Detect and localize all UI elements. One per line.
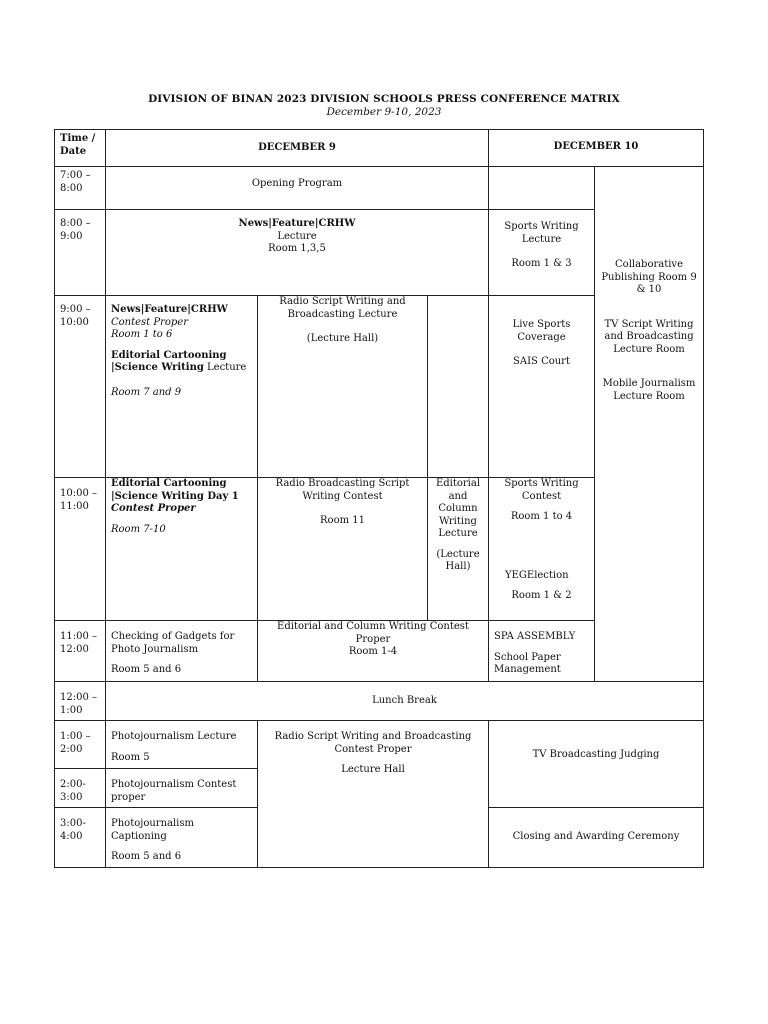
yeg-election-rooms: Room 1 & 2 — [511, 590, 572, 601]
photojournalism-captioning-rooms: Room 5 and 6 — [111, 851, 182, 862]
editorial-column-lecture-cell — [428, 478, 489, 621]
photojournalism-lecture-room: Room 5 — [111, 751, 150, 763]
sports-contest-rooms: Room 1 to 4 — [510, 511, 573, 522]
spa-assembly-cell — [489, 621, 595, 682]
contest-proper-label: Contest Proper — [111, 316, 189, 328]
editorial-column-lecture-hall: (Lecture Hall) — [436, 548, 480, 572]
time-0700: 7:00 – 8:00 — [55, 167, 106, 210]
editorial-cartooning-lecture: Editorial Cartooning |Science Writing Lecture — [111, 349, 247, 373]
sais-court: SAIS Court — [513, 356, 570, 367]
radio-broadcasting-contest: Radio Broadcasting Script Writing Contest — [275, 478, 410, 502]
radio-script-lecture: Radio Script Writing and Broadcasting Lecture — [279, 296, 406, 320]
photojournalism-contest-cell: Photojournalism Contest proper — [106, 769, 258, 808]
radio-script-contest: Radio Script Writing and Broadcasting Contest Proper — [274, 731, 472, 755]
header-december-9: DECEMBER 9 — [106, 130, 489, 167]
editorial-column-lecture: Editorial and Column Writing Lecture — [435, 478, 481, 539]
news-feature-contest-cell — [106, 296, 258, 478]
sports-writing-lecture: Sports Writing Lecture — [504, 221, 579, 245]
time-0300: 3:00- 4:00 — [55, 808, 106, 868]
photojournalism-captioning-cell — [106, 808, 258, 868]
radio-broadcasting-contest-cell — [258, 478, 428, 621]
school-paper-management: School Paper Management — [494, 651, 561, 675]
tv-script-writing: TV Script Writing and Broadcasting Lecture Room — [604, 318, 694, 355]
lunch-break-cell: Lunch Break — [106, 682, 704, 721]
photojournalism-lecture: Photojournalism Lecture — [111, 731, 237, 742]
opening-program-cell: Opening Program — [106, 167, 489, 210]
closing-ceremony-cell: Closing and Awarding Ceremony — [489, 808, 704, 868]
news-feature-title: News|Feature|CRHW — [238, 218, 356, 229]
editorial-column-contest-rooms: Room 1-4 — [348, 646, 398, 657]
time-1200: 12:00 – 1:00 — [55, 682, 106, 721]
header-december-10: DECEMBER 10 — [489, 130, 704, 167]
radio-script-lecture-cell — [258, 296, 428, 478]
checking-gadgets-cell — [106, 621, 258, 682]
row-0100 — [55, 721, 704, 769]
schedule-matrix — [54, 129, 704, 868]
news-feature-contest-title: News|Feature|CRHW — [111, 304, 228, 315]
editorial-cartooning-contest-cell — [106, 478, 258, 621]
sports-writing-lecture-cell — [489, 210, 595, 296]
editorial-cartooning-day1: Editorial Cartooning |Science Writing Day 1 — [111, 478, 239, 502]
live-sports-coverage: Live Sports Coverage — [512, 319, 571, 343]
dec10-right-column — [595, 167, 704, 682]
time-0900: 9:00 – 10:00 — [55, 296, 106, 478]
mobile-journalism: Mobile Journalism Lecture Room — [602, 378, 696, 402]
editorial-column-contest: Editorial and Column Writing Contest Proper — [277, 621, 469, 645]
time-1100: 11:00 – 12:00 — [55, 621, 106, 682]
photojournalism-captioning: Photojournalism Captioning — [111, 818, 194, 842]
news-feature-rooms: Room 1,3,5 — [268, 243, 326, 254]
editorial-cartooning-rooms: Room 7 and 9 — [111, 386, 182, 398]
news-feature-lecture-cell — [106, 210, 489, 296]
document-title: DIVISION OF BINAN 2023 DIVISION SCHOOLS PRESS CONFERENCE MATRIX — [148, 93, 620, 105]
live-sports-cell — [489, 296, 595, 478]
contest-rooms: Room 1 to 6 — [111, 329, 173, 340]
checking-gadgets: Checking of Gadgets for Photo Journalism — [111, 631, 235, 655]
row-1200 — [55, 682, 704, 721]
sports-writing-contest: Sports Writing Contest — [504, 478, 579, 502]
editorial-contest-proper: Contest Proper — [111, 503, 196, 514]
checking-gadgets-rooms: Room 5 and 6 — [111, 664, 182, 675]
sports-writing-rooms: Room 1 & 3 — [511, 258, 572, 269]
header-row — [55, 130, 704, 167]
spa-assembly: SPA ASSEMBLY — [494, 631, 576, 642]
sports-writing-contest-cell — [489, 478, 595, 621]
collaborative-publishing: Collaborative Publishing Room 9 & 10 — [601, 259, 697, 295]
time-1000: 10:00 – 11:00 — [55, 478, 106, 621]
empty-0900-c — [428, 296, 489, 478]
editorial-column-contest-cell — [258, 621, 489, 682]
radio-script-contest-cell — [258, 721, 489, 868]
header-time-date: Time / Date — [55, 130, 106, 167]
time-0100: 1:00 – 2:00 — [55, 721, 106, 769]
document-subtitle: December 9-10, 2023 — [326, 106, 442, 118]
photojournalism-lecture-cell — [106, 721, 258, 769]
tv-broadcasting-judging-cell: TV Broadcasting Judging — [489, 721, 704, 808]
radio-script-contest-hall: Lecture Hall — [341, 764, 405, 775]
editorial-contest-rooms: Room 7-10 — [111, 523, 166, 535]
empty-dec10-0700 — [489, 167, 595, 210]
row-0700 — [55, 167, 704, 210]
news-feature-lecture: Lecture — [277, 230, 317, 242]
time-0200: 2:00- 3:00 — [55, 769, 106, 808]
yeg-election: YEGElection — [505, 569, 569, 581]
radio-broadcasting-room: Room 11 — [320, 515, 365, 526]
time-0800: 8:00 – 9:00 — [55, 210, 106, 296]
radio-script-lecture-hall: (Lecture Hall) — [306, 333, 379, 344]
